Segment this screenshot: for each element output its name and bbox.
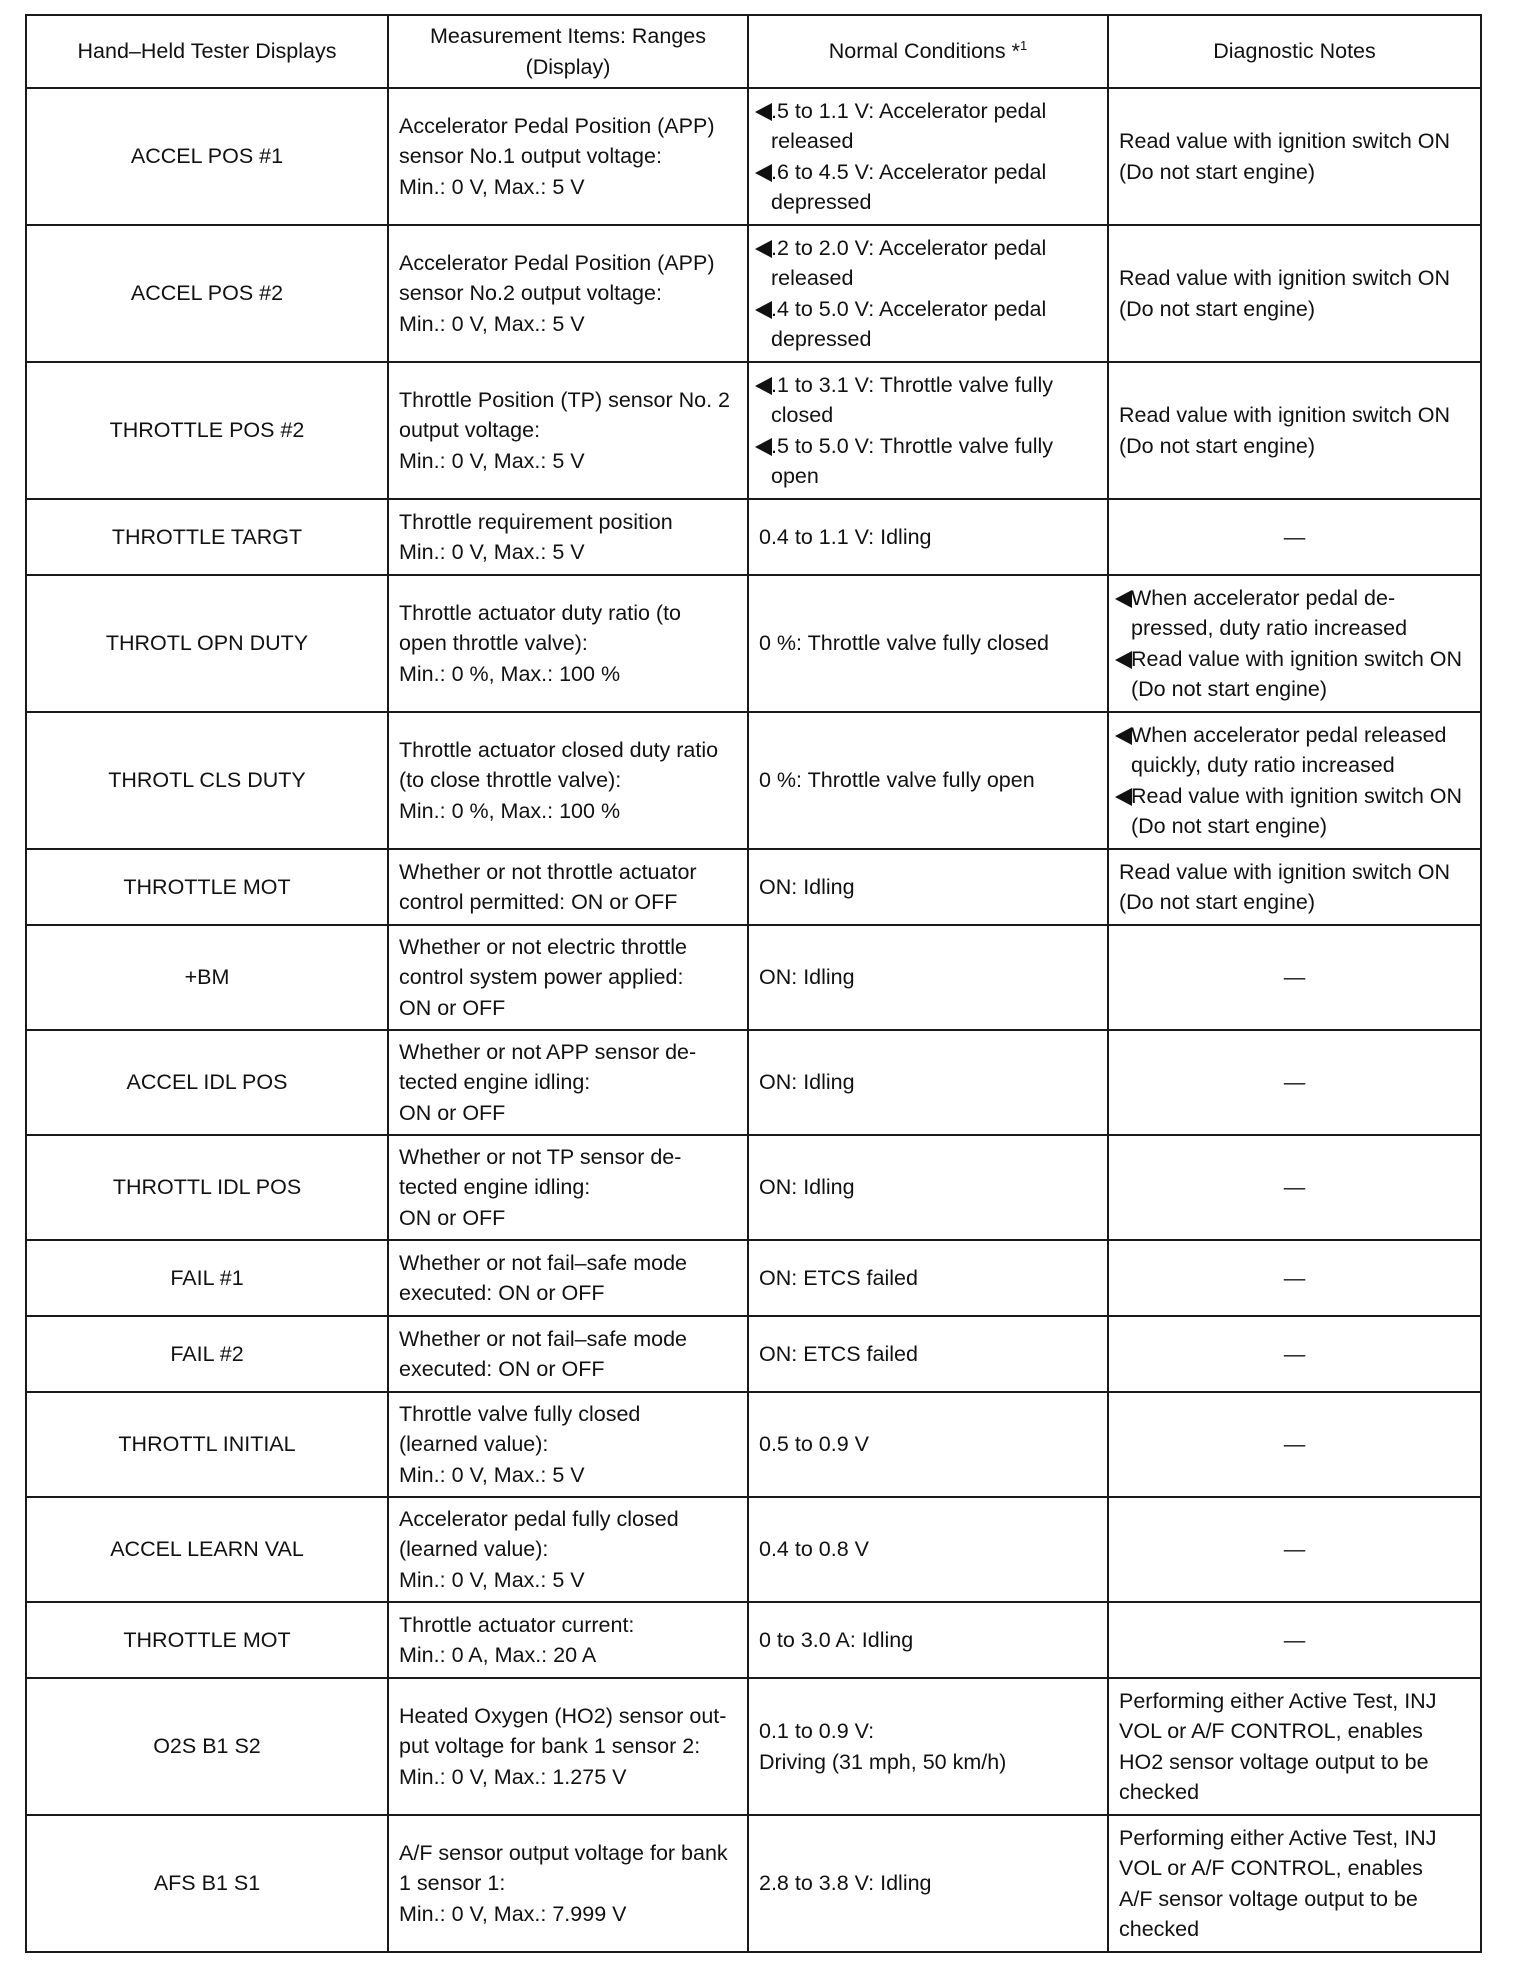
measurement-line: Accelerator Pedal Position (APP) bbox=[399, 113, 715, 138]
condition-item bbox=[759, 233, 1097, 294]
measurement-line: Whether or not APP sensor de- bbox=[399, 1039, 697, 1064]
measurement-line: ON or OFF bbox=[399, 995, 506, 1020]
condition-text: ON: Idling bbox=[759, 1070, 855, 1095]
bullet-arrow-icon bbox=[755, 301, 772, 319]
measurement-line: open throttle valve): bbox=[399, 631, 588, 656]
tester-display-table bbox=[25, 14, 1482, 1953]
condition-text: .1 to 3.1 V: Throttle valve fully closed bbox=[771, 372, 1054, 427]
measurement-line: Accelerator Pedal Position (APP) bbox=[399, 250, 715, 275]
footnote-marker: 1 bbox=[1019, 38, 1028, 54]
condition-text: 0 %: Throttle valve fully open bbox=[759, 768, 1035, 793]
measurement-cell bbox=[388, 575, 748, 712]
tester-display-cell: THROTL OPN DUTY bbox=[26, 575, 388, 712]
normal-condition-cell bbox=[748, 849, 1108, 925]
note-text: Performing either Active Test, INJ bbox=[1119, 1825, 1437, 1850]
measurement-line: sensor No.1 output voltage: bbox=[399, 144, 662, 169]
measurement-line: put voltage for bank 1 sensor 2: bbox=[399, 1734, 701, 1759]
bullet-arrow-icon bbox=[755, 164, 772, 182]
dash-placeholder: — bbox=[1283, 965, 1306, 990]
normal-condition-cell bbox=[748, 712, 1108, 849]
normal-condition-cell bbox=[748, 1135, 1108, 1240]
normal-condition-cell bbox=[748, 1678, 1108, 1815]
measurement-line: Throttle actuator current: bbox=[399, 1612, 635, 1637]
measurement-line: A/F sensor output voltage for bank bbox=[399, 1840, 728, 1865]
normal-condition-cell bbox=[748, 1497, 1108, 1602]
note-text: A/F sensor voltage output to be bbox=[1119, 1886, 1418, 1911]
measurement-line: Min.: 0 V, Max.: 1.275 V bbox=[399, 1764, 627, 1789]
note-text: HO2 sensor voltage output to be bbox=[1119, 1749, 1429, 1774]
condition-text: 0.1 to 0.9 V: bbox=[759, 1719, 875, 1743]
note-item bbox=[1119, 583, 1470, 644]
normal-condition-cell bbox=[748, 1815, 1108, 1952]
note-text: Read value with ignition switch ON bbox=[1119, 403, 1451, 427]
tester-display-cell: THROTTLE MOT bbox=[26, 1602, 388, 1678]
condition-text: 0.4 to 1.1 V: Idling bbox=[759, 524, 932, 549]
bullet-arrow-icon bbox=[1115, 590, 1132, 608]
measurement-line: 1 sensor 1: bbox=[399, 1871, 506, 1896]
measurement-cell bbox=[388, 1240, 748, 1316]
table-row bbox=[26, 575, 1481, 712]
notes-cell-empty bbox=[1108, 1602, 1481, 1678]
note-text: Read value with ignition switch ON bbox=[1119, 266, 1451, 290]
measurement-cell bbox=[388, 925, 748, 1030]
condition-item bbox=[759, 157, 1097, 218]
bullet-arrow-icon bbox=[755, 103, 772, 121]
table-row bbox=[26, 1815, 1481, 1952]
condition-item bbox=[759, 294, 1097, 355]
notes-cell-empty bbox=[1108, 1392, 1481, 1497]
bullet-arrow-icon bbox=[1115, 727, 1132, 745]
measurement-line: tected engine idling: bbox=[399, 1175, 591, 1200]
note-text: Performing either Active Test, INJ bbox=[1119, 1688, 1437, 1713]
condition-text: ON: Idling bbox=[759, 1175, 855, 1200]
measurement-line: Throttle actuator closed duty ratio bbox=[399, 737, 719, 762]
notes-cell-empty bbox=[1108, 925, 1481, 1030]
measurement-cell bbox=[388, 1602, 748, 1678]
condition-text: 0.4 to 0.8 V bbox=[759, 1537, 869, 1562]
measurement-line: control system power applied: bbox=[399, 965, 684, 990]
tester-display-cell: ACCEL IDL POS bbox=[26, 1030, 388, 1135]
note-text: When accelerator pedal de-pressed, duty ratio increased bbox=[1131, 585, 1408, 640]
measurement-cell bbox=[388, 1815, 748, 1952]
table-row bbox=[26, 1030, 1481, 1135]
measurement-line: Whether or not throttle actuator bbox=[399, 859, 697, 884]
normal-condition-cell bbox=[748, 88, 1108, 225]
note-text: (Do not start engine) bbox=[1119, 433, 1315, 458]
measurement-line: ON or OFF bbox=[399, 1100, 506, 1125]
measurement-line: sensor No.2 output voltage: bbox=[399, 281, 662, 306]
note-text: VOL or A/F CONTROL, enables bbox=[1119, 1856, 1423, 1880]
condition-text: ON: ETCS failed bbox=[759, 1341, 918, 1366]
dash-placeholder: — bbox=[1283, 524, 1306, 549]
condition-item bbox=[759, 370, 1097, 431]
measurement-line: Whether or not TP sensor de- bbox=[399, 1144, 682, 1169]
normal-condition-cell bbox=[748, 1316, 1108, 1392]
condition-text: 2.8 to 3.8 V: Idling bbox=[759, 1871, 932, 1896]
measurement-line: Heated Oxygen (HO2) sensor out- bbox=[399, 1703, 727, 1728]
dash-placeholder: — bbox=[1283, 1537, 1306, 1562]
diagnostic-notes-cell bbox=[1108, 1678, 1481, 1815]
measurement-line: control permitted: ON or OFF bbox=[399, 890, 678, 914]
diagnostic-notes-cell bbox=[1108, 88, 1481, 225]
tester-display-cell: ACCEL POS #1 bbox=[26, 88, 388, 225]
note-text: (Do not start engine) bbox=[1119, 296, 1315, 321]
condition-text: Driving (31 mph, 50 km/h) bbox=[759, 1749, 1007, 1774]
bullet-arrow-icon bbox=[755, 240, 772, 258]
table-row bbox=[26, 712, 1481, 849]
measurement-line: (learned value): bbox=[399, 1537, 549, 1562]
condition-text: .5 to 1.1 V: Accelerator pedal released bbox=[771, 98, 1047, 153]
tester-display-cell: FAIL #1 bbox=[26, 1240, 388, 1316]
normal-condition-cell bbox=[748, 1240, 1108, 1316]
measurement-cell bbox=[388, 1678, 748, 1815]
tester-display-cell: THROTTLE TARGT bbox=[26, 499, 388, 575]
measurement-line: Min.: 0 A, Max.: 20 A bbox=[399, 1643, 597, 1667]
table-row bbox=[26, 362, 1481, 499]
header-normal-conditions: Normal Conditions *$^1$ bbox=[748, 15, 1108, 88]
measurement-line: Throttle valve fully closed bbox=[399, 1401, 641, 1426]
measurement-line: tected engine idling: bbox=[399, 1070, 591, 1095]
measurement-cell bbox=[388, 712, 748, 849]
tester-display-cell: +BM bbox=[26, 925, 388, 1030]
measurement-cell bbox=[388, 1497, 748, 1602]
table-row bbox=[26, 849, 1481, 925]
measurement-line: Min.: 0 V, Max.: 5 V bbox=[399, 311, 585, 336]
table-row bbox=[26, 925, 1481, 1030]
measurement-line: Whether or not fail–safe mode bbox=[399, 1250, 688, 1275]
measurement-line: Min.: 0 V, Max.: 5 V bbox=[399, 448, 585, 473]
dash-placeholder: — bbox=[1283, 1627, 1306, 1652]
measurement-line: Whether or not fail–safe mode bbox=[399, 1326, 688, 1351]
notes-cell-empty bbox=[1108, 1497, 1481, 1602]
tester-display-cell: THROTTLE POS #2 bbox=[26, 362, 388, 499]
condition-text: ON: Idling bbox=[759, 874, 855, 899]
measurement-cell bbox=[388, 1135, 748, 1240]
tester-display-cell: AFS B1 S1 bbox=[26, 1815, 388, 1952]
note-text: Read value with ignition switch ON (Do not start engine) bbox=[1131, 646, 1463, 701]
header-display: Hand–Held Tester Displays bbox=[26, 15, 388, 88]
tester-display-cell: ACCEL LEARN VAL bbox=[26, 1497, 388, 1602]
notes-cell-empty bbox=[1108, 1316, 1481, 1392]
measurement-line: output voltage: bbox=[399, 418, 541, 443]
note-text: (Do not start engine) bbox=[1119, 890, 1315, 914]
table-row bbox=[26, 225, 1481, 362]
normal-condition-cell bbox=[748, 225, 1108, 362]
condition-item bbox=[759, 96, 1097, 157]
condition-text: .5 to 5.0 V: Throttle valve fully open bbox=[771, 433, 1054, 488]
tester-display-cell: THROTTL IDL POS bbox=[26, 1135, 388, 1240]
condition-text: .2 to 2.0 V: Accelerator pedal released bbox=[771, 235, 1047, 290]
dash-placeholder: — bbox=[1283, 1341, 1306, 1366]
note-text: checked bbox=[1119, 1917, 1200, 1941]
measurement-cell bbox=[388, 499, 748, 575]
measurement-line: ON or OFF bbox=[399, 1205, 506, 1230]
measurement-line: Throttle Position (TP) sensor No. 2 bbox=[399, 387, 730, 412]
dash-placeholder: — bbox=[1283, 1265, 1306, 1290]
measurement-line: Accelerator pedal fully closed bbox=[399, 1506, 679, 1531]
table-row bbox=[26, 88, 1481, 225]
tester-display-cell: FAIL #2 bbox=[26, 1316, 388, 1392]
header-row bbox=[26, 15, 1481, 88]
note-text: When accelerator pedal released quickly, duty ratio increased bbox=[1131, 722, 1447, 777]
bullet-arrow-icon bbox=[1115, 651, 1132, 669]
measurement-cell bbox=[388, 1316, 748, 1392]
normal-condition-cell bbox=[748, 575, 1108, 712]
table-row bbox=[26, 1135, 1481, 1240]
tester-display-cell: THROTTL INITIAL bbox=[26, 1392, 388, 1497]
condition-text: 0.5 to 0.9 V bbox=[759, 1432, 869, 1457]
table-row bbox=[26, 1240, 1481, 1316]
notes-cell-empty bbox=[1108, 499, 1481, 575]
diagnostic-notes-cell bbox=[1108, 712, 1481, 849]
condition-item bbox=[759, 431, 1097, 492]
measurement-line: Min.: 0 %, Max.: 100 % bbox=[399, 661, 621, 686]
bullet-arrow-icon bbox=[755, 438, 772, 456]
table-row bbox=[26, 1497, 1481, 1602]
tester-display-cell: O2S B1 S2 bbox=[26, 1678, 388, 1815]
measurement-cell bbox=[388, 362, 748, 499]
diagnostic-notes-cell bbox=[1108, 849, 1481, 925]
table-row bbox=[26, 1392, 1481, 1497]
header-diagnostic-notes: Diagnostic Notes bbox=[1108, 15, 1481, 88]
normal-condition-cell bbox=[748, 362, 1108, 499]
condition-text: 0 to 3.0 A: Idling bbox=[759, 1627, 914, 1652]
measurement-line: Throttle actuator duty ratio (to bbox=[399, 600, 682, 625]
measurement-line: Min.: 0 V, Max.: 5 V bbox=[399, 540, 585, 564]
bullet-arrow-icon bbox=[755, 377, 772, 395]
note-text: VOL or A/F CONTROL, enables bbox=[1119, 1719, 1423, 1743]
normal-condition-cell bbox=[748, 1602, 1108, 1678]
measurement-line: Min.: 0 V, Max.: 5 V bbox=[399, 1567, 585, 1592]
measurement-line: Min.: 0 V, Max.: 7.999 V bbox=[399, 1901, 627, 1926]
dash-placeholder: — bbox=[1283, 1432, 1306, 1457]
note-item bbox=[1119, 781, 1470, 842]
note-text: (Do not start engine) bbox=[1119, 159, 1315, 184]
condition-text: ON: Idling bbox=[759, 965, 855, 990]
condition-text: .6 to 4.5 V: Accelerator pedal depressed bbox=[771, 159, 1047, 214]
condition-text: 0 %: Throttle valve fully closed bbox=[759, 631, 1049, 656]
tester-display-cell: THROTL CLS DUTY bbox=[26, 712, 388, 849]
measurement-line: Min.: 0 %, Max.: 100 % bbox=[399, 798, 621, 823]
diagnostic-notes-cell bbox=[1108, 575, 1481, 712]
diagnostic-notes-cell bbox=[1108, 1815, 1481, 1952]
normal-condition-cell bbox=[748, 1392, 1108, 1497]
condition-text: .4 to 5.0 V: Accelerator pedal depressed bbox=[771, 296, 1047, 351]
dash-placeholder: — bbox=[1283, 1070, 1306, 1095]
note-text: Read value with ignition switch ON (Do not start engine) bbox=[1131, 783, 1463, 838]
notes-cell-empty bbox=[1108, 1030, 1481, 1135]
measurement-cell bbox=[388, 1030, 748, 1135]
table-row bbox=[26, 1602, 1481, 1678]
note-text: Read value with ignition switch ON bbox=[1119, 129, 1451, 153]
diagnostic-notes-cell bbox=[1108, 225, 1481, 362]
measurement-line: (to close throttle valve): bbox=[399, 768, 622, 793]
measurement-line: Throttle requirement position bbox=[399, 509, 673, 534]
header-measurement: Measurement Items: Ranges (Display) bbox=[388, 15, 748, 88]
table-row bbox=[26, 1678, 1481, 1815]
normal-condition-cell bbox=[748, 1030, 1108, 1135]
dash-placeholder: — bbox=[1283, 1175, 1306, 1200]
measurement-cell bbox=[388, 88, 748, 225]
tester-display-cell: ACCEL POS #2 bbox=[26, 225, 388, 362]
measurement-line: executed: ON or OFF bbox=[399, 1281, 605, 1305]
normal-condition-cell bbox=[748, 925, 1108, 1030]
note-text: Read value with ignition switch ON bbox=[1119, 859, 1451, 884]
bullet-arrow-icon bbox=[1115, 788, 1132, 806]
normal-condition-cell bbox=[748, 499, 1108, 575]
table-row bbox=[26, 499, 1481, 575]
measurement-line: Min.: 0 V, Max.: 5 V bbox=[399, 1462, 585, 1487]
table-body bbox=[26, 88, 1481, 1952]
measurement-line: executed: ON or OFF bbox=[399, 1357, 605, 1381]
measurement-line: Whether or not electric throttle bbox=[399, 934, 687, 959]
measurement-cell bbox=[388, 1392, 748, 1497]
notes-cell-empty bbox=[1108, 1135, 1481, 1240]
measurement-line: (learned value): bbox=[399, 1432, 549, 1457]
note-item bbox=[1119, 644, 1470, 705]
diagnostic-notes-cell bbox=[1108, 362, 1481, 499]
tester-display-cell: THROTTLE MOT bbox=[26, 849, 388, 925]
notes-cell-empty bbox=[1108, 1240, 1481, 1316]
table-row bbox=[26, 1316, 1481, 1392]
note-item bbox=[1119, 720, 1470, 781]
measurement-cell bbox=[388, 849, 748, 925]
measurement-line: Min.: 0 V, Max.: 5 V bbox=[399, 174, 585, 199]
condition-text: ON: ETCS failed bbox=[759, 1265, 918, 1290]
measurement-cell bbox=[388, 225, 748, 362]
note-text: checked bbox=[1119, 1780, 1200, 1804]
